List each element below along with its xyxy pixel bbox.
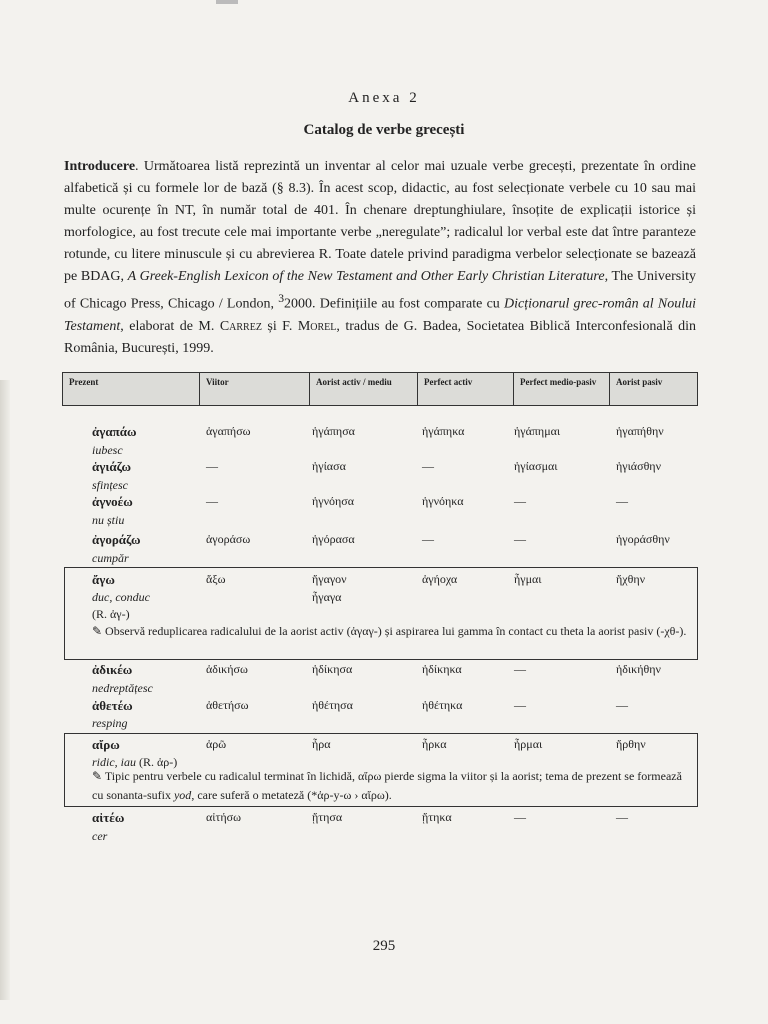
- gloss: duc, conduc: [92, 590, 150, 604]
- perfect-form: ἠγάπηκα: [422, 424, 465, 438]
- perfect-form: —: [422, 532, 434, 546]
- top-edge-mark: [216, 0, 238, 4]
- verb-note-em: yod: [173, 788, 192, 802]
- header-perfect-active: Perfect activ: [417, 373, 513, 405]
- aorist-form: ἦρα: [312, 737, 331, 751]
- aorist-form: ἠγόρασα: [312, 532, 355, 546]
- gloss: cer: [92, 829, 108, 843]
- catalog-title: Catalog de verbe grecești: [303, 122, 465, 138]
- aorist-passive-form: ἠδικήθην: [616, 662, 661, 676]
- aorist-form: ἠγνόησα: [312, 494, 355, 508]
- future-form: —: [206, 494, 218, 508]
- aorist-passive-form: ἠγοράσθην: [616, 532, 670, 546]
- future-form: ἀδικήσω: [206, 662, 248, 676]
- future-form: αἰτήσω: [206, 810, 241, 824]
- aorist-form: ἠγάπησα: [312, 424, 355, 438]
- perfect-mp-form: ἠγάπημαι: [514, 424, 561, 438]
- verb-note-tail: , care suferă o metateză (*ἀρ-y-ω › αἴρω).: [191, 788, 392, 802]
- gloss: ridic, iau: [92, 755, 136, 769]
- intro-text-1: . Următoarea listă reprezintă un inventar al celor mai uzuale verbe grecești, prezentate în ordine alfabetică și cu formele lor de bază (§ 8.3). În acest scop, didactic, au fost selecționate verbele cu 10 sau mai multe ocurențe în NT, în număr total de 401. În chenare dreptunghiulare, însoțite de explicații istorice și morfologice, au fost trecute cele mai importante verbe „neregulate”; radicalul lor verbal este dat între paranteze rotunde, cu litere minuscule și cu abrevierea R. Toate datele privind paradigma verbelor selecționate se bazează pe BDAG,: [64, 159, 696, 284]
- gloss: resping: [92, 716, 128, 730]
- perfect-form: ἠθέτηκα: [422, 698, 463, 712]
- header-perfect-mp: Perfect medio-pasiv: [513, 373, 609, 405]
- future-form: ἀγοράσω: [206, 532, 251, 546]
- header-present: Prezent: [69, 377, 99, 387]
- lemma: αἰτέω: [92, 810, 125, 825]
- verb-note: ✎ Observă reduplicarea radicalului de la aorist activ (ἀγαγ-) și aspirarea lui gamma în contact cu theta la aorist pasiv (-χθ-).: [92, 624, 687, 638]
- lemma: ἀγοράζω: [92, 532, 141, 547]
- header-future: Viitor: [199, 373, 309, 405]
- aorist-form-alt: ἦγαγα: [312, 590, 342, 604]
- verb-note: [92, 767, 692, 805]
- intro-text-3: 2000. Definițiile au fost comparate cu: [284, 296, 504, 312]
- intro-lead: Introducere: [64, 159, 136, 174]
- perfect-form: ἀγήοχα: [422, 572, 458, 586]
- perfect-mp-form: ἦγμαι: [514, 572, 542, 586]
- aorist-passive-form: ἤρθην: [616, 737, 646, 751]
- verb-note-text: ✎ Tipic pentru verbele cu radicalul terminat în lichidă, αἴρω pierde sigma la viitor și la aorist; tema de prezent se formează cu sonanta-sufix: [92, 769, 682, 802]
- intro-edition: 3: [278, 292, 285, 305]
- lemma: ἀθετέω: [92, 698, 133, 713]
- aorist-passive-form: ἡγιάσθην: [616, 459, 662, 473]
- intro-author-carrez: Carrez: [219, 318, 262, 334]
- verb-root: (R. ἀρ-): [139, 755, 178, 769]
- aorist-passive-form: —: [616, 494, 628, 508]
- gloss: cumpăr: [92, 551, 129, 565]
- aorist-passive-form: —: [616, 810, 628, 824]
- gloss: iubesc: [92, 443, 123, 457]
- perfect-mp-form: ἡγίασμαι: [514, 459, 558, 473]
- perfect-mp-form: —: [514, 494, 526, 508]
- perfect-mp-form: —: [514, 532, 526, 546]
- gloss: nedreptățesc: [92, 681, 153, 695]
- lemma: ἁγιάζω: [92, 459, 132, 474]
- lemma: αἴρω: [92, 737, 120, 752]
- aorist-form: ἡγίασα: [312, 459, 346, 473]
- aorist-form: ᾔτησα: [312, 810, 343, 824]
- verb-root: (R. ἀγ-): [92, 607, 130, 621]
- binding-gutter: [0, 380, 10, 1000]
- perfect-mp-form: —: [514, 810, 526, 824]
- lemma: ἄγω: [92, 572, 115, 587]
- header-aorist-active: Aorist activ / mediu: [309, 373, 417, 405]
- intro-author-morel: Morel: [297, 318, 337, 334]
- gloss: nu știu: [92, 513, 125, 527]
- perfect-form: ἠγνόηκα: [422, 494, 464, 508]
- perfect-mp-form: —: [514, 698, 526, 712]
- intro-text-6: , tradus de G. Badea, Societatea Biblică Interconfesională din România, București, 1999.: [64, 318, 696, 356]
- table-header: [62, 372, 698, 406]
- perfect-form: —: [422, 459, 434, 473]
- annex-label: Anexa 2: [348, 90, 420, 106]
- intro-text-5: și F.: [261, 318, 298, 334]
- aorist-form: ἤγαγον: [312, 572, 347, 586]
- perfect-mp-form: —: [514, 662, 526, 676]
- aorist-passive-form: ἠγαπήθην: [616, 424, 664, 438]
- lemma: ἀγνοέω: [92, 494, 133, 509]
- intro-work-dictionary: Dicționarul grec-român al Noului Testament: [64, 296, 696, 334]
- gloss: sfințesc: [92, 478, 128, 492]
- future-form: ἀθετήσω: [206, 698, 249, 712]
- aorist-form: ἠθέτησα: [312, 698, 353, 712]
- future-form: ἀρῶ: [206, 737, 227, 751]
- aorist-form: ἠδίκησα: [312, 662, 353, 676]
- irregular-verb-box: [64, 567, 698, 660]
- perfect-mp-form: ἦρμαι: [514, 737, 543, 751]
- aorist-passive-form: ἤχθην: [616, 572, 646, 586]
- intro-text-2: , The University of Chicago Press, Chicago / London,: [64, 269, 696, 312]
- lemma: ἀδικέω: [92, 662, 133, 677]
- intro-work-bdag: A Greek-English Lexicon of the New Testament and Other Early Christian Literature: [127, 269, 605, 284]
- perfect-form: ἠδίκηκα: [422, 662, 462, 676]
- perfect-form: ᾔτηκα: [422, 810, 452, 824]
- perfect-form: ἦρκα: [422, 737, 447, 751]
- aorist-passive-form: —: [616, 698, 628, 712]
- future-form: —: [206, 459, 218, 473]
- header-aorist-passive: Aorist pasiv: [609, 373, 697, 405]
- future-form: ἄξω: [206, 572, 226, 586]
- page-number: 295: [372, 938, 396, 954]
- introduction-paragraph: [64, 156, 696, 360]
- intro-text-4: , elaborat de M.: [120, 318, 220, 334]
- future-form: ἀγαπήσω: [206, 424, 251, 438]
- lemma: ἀγαπάω: [92, 424, 137, 439]
